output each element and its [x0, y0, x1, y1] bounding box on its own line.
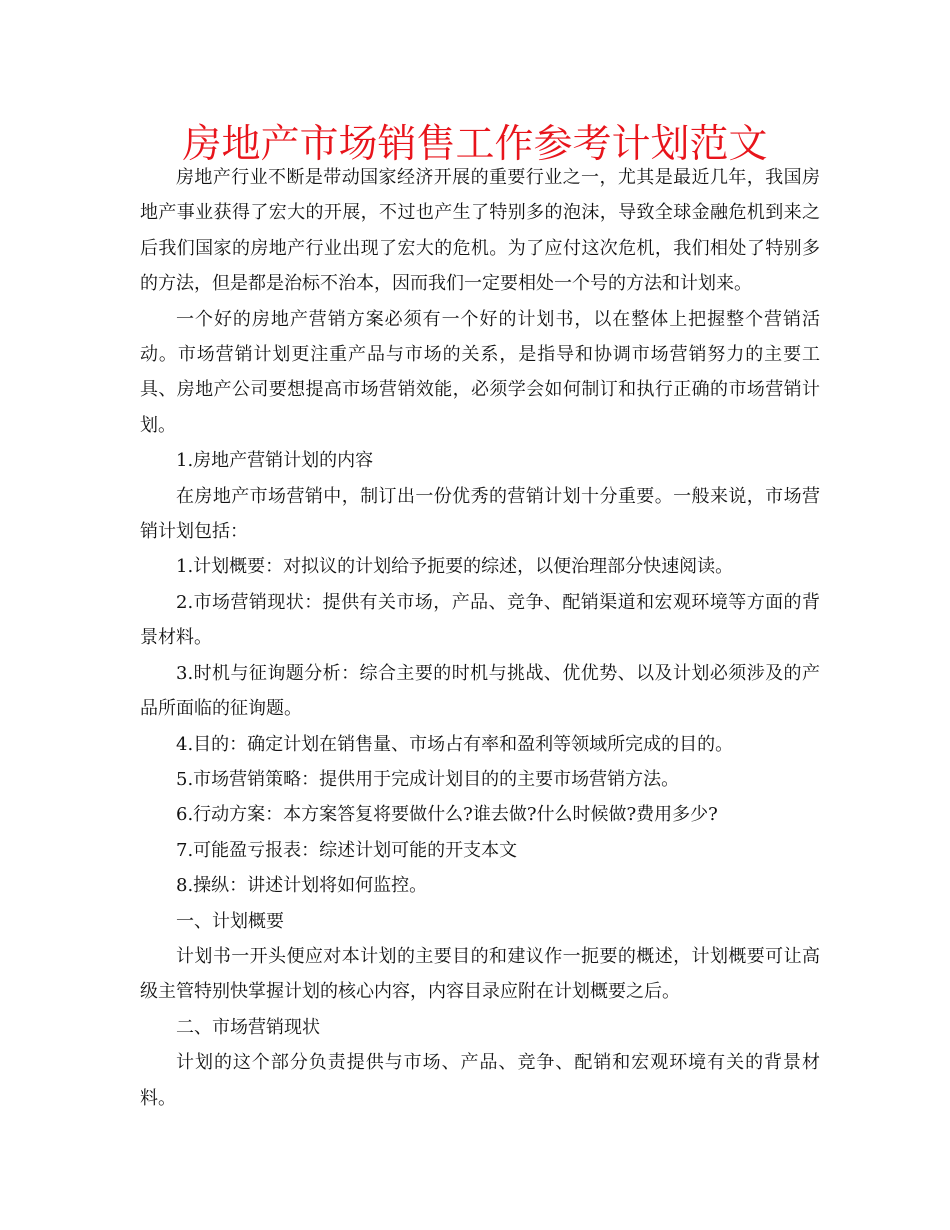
list-item-marketing-strategy: 5.市场营销策略：提供用于完成计划目的的主要市场营销方法。: [176, 768, 680, 790]
section-heading-market-status: 二、市场营销现状: [176, 1016, 320, 1038]
paragraph-plan-importance: 一个好的房地产营销方案必须有一个好的计划书，以在整体上把握整个营销活动。市场营销计划更注重产品与市场的关系，是指导和协调市场营销努力的主要工具、房地产公司要想提高市场营销效能，必须学会如何制订和执行正确的市场营销计划。: [140, 308, 820, 436]
list-item-action-plan: 6.行动方案：本方案答复将要做什么?谁去做?什么时候做?费用多少?: [176, 804, 718, 826]
paragraph-intro: 房地产行业不断是带动国家经济开展的重要行业之一，尤其是最近几年，我国房地产事业获得了宏大的开展，不过也产生了特别多的泡沫，导致全球金融危机到来之后我们国家的房地产行业出现了宏大的危机。为了应付这次危机，我们相处了特别多的方法，但是都是治标不治本，因而我们一定要相处一个号的方法和计划来。: [140, 167, 820, 295]
list-item-objectives: 4.目的：确定计划在销售量、市场占有率和盈利等领域所完成的目的。: [176, 733, 734, 755]
document-title: 房地产市场销售工作参考计划范文: [182, 122, 768, 167]
list-item-market-status: 2.市场营销现状：提供有关市场，产品、竞争、配销渠道和宏观环境等方面的背景材料。: [140, 591, 820, 649]
paragraph-plan-includes: 在房地产市场营销中，制订出一份优秀的营销计划十分重要。一般来说，市场营销计划包括：: [140, 485, 820, 543]
paragraph-plan-summary: 计划书一开头便应对本计划的主要目的和建议作一扼要的概述，计划概要可让高级主管特别快掌握计划的核心内容，内容目录应附在计划概要之后。: [140, 945, 820, 1003]
document-body: [140, 160, 820, 1116]
list-item-opportunity-analysis: 3.时机与征询题分析：综合主要的时机与挑战、优优势、以及计划必须涉及的产品所面临的征询题。: [140, 662, 820, 720]
list-item-plan-summary: 1.计划概要：对拟议的计划给予扼要的综述，以便治理部分快速阅读。: [176, 556, 734, 578]
paragraph-market-status: 计划的这个部分负责提供与市场、产品、竞争、配销和宏观环境有关的背景材料。: [140, 1052, 820, 1109]
list-item-profit-loss: 7.可能盈亏报表：综述计划可能的开支本文: [176, 839, 518, 861]
list-item-control: 8.操纵：讲述计划将如何监控。: [176, 875, 428, 897]
heading-plan-content: 1.房地产营销计划的内容: [176, 450, 374, 472]
section-heading-plan-summary: 一、计划概要: [176, 910, 284, 932]
